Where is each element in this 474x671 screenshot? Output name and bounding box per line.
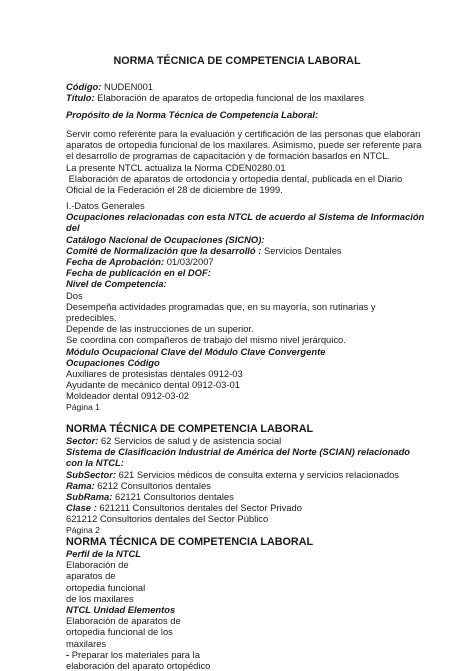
preparar-line: [66, 649, 434, 660]
preparar-text: Preparar los materiales para la: [71, 648, 200, 660]
proposito-line: el desarrollo de programas de capacitación y de formación basados en NTCL.: [66, 150, 391, 162]
comite-line: [66, 245, 434, 256]
subrama-line: [66, 491, 434, 502]
unidad-heading: NTCL Unidad Elementos: [66, 604, 176, 616]
rama-line: [66, 480, 434, 491]
perfil-line: Elaboración de: [66, 559, 129, 571]
clase-line-2: 621212 Consultorios dentales del Sector Público: [66, 513, 269, 525]
nivel-line: Desempeña actividades programadas que, en su mayoría, son rutinarias y: [66, 300, 376, 312]
nivel-label: Nivel de Competencia:: [66, 278, 167, 290]
proposito-line: Servir como referente para la evaluación y certificación de las personas que elaboran: [66, 128, 421, 139]
fecha-aprobacion-line: [66, 256, 434, 267]
perfil-line: aparatos de: [66, 570, 116, 582]
unidad-line: Elaboración de aparatos de: [66, 615, 181, 627]
ocupaciones-heading-1: Ocupaciones relacionadas con esta NTCL de acuerdo al Sistema de Información: [66, 211, 425, 223]
titulo-line: [66, 92, 434, 103]
proposito-heading: Propósito de la Norma Técnica de Competencia Laboral:: [66, 109, 319, 120]
nivel-line: predecibles.: [66, 312, 117, 324]
datos-generales-section: [66, 200, 434, 413]
perfil-line: de los maxilares: [66, 592, 134, 604]
comite-label: Comité de Normalización que la desarrolló :: [66, 244, 262, 256]
ocupaciones-heading-2: del: [66, 222, 80, 234]
ocupacion-item: Moldeador dental 0912-03-02: [66, 390, 190, 402]
list-dash: -: [66, 648, 72, 660]
sector-value: 62 Servicios de salud y de asistencia social: [98, 435, 282, 446]
page-number: Página 1: [66, 401, 100, 412]
proposito-heading-block: [66, 109, 434, 120]
modulo-heading: Módulo Ocupacional Clave del Módulo Clave Convergente: [66, 345, 326, 357]
codigo-line: [66, 81, 434, 92]
nivel-line: Depende de las instrucciones de un superior.: [66, 323, 254, 335]
clase-line: [66, 502, 434, 513]
ocupaciones-codigo-heading: Ocupaciones Código: [66, 356, 160, 368]
sector-label: Sector:: [66, 435, 99, 446]
subsector-value: 621 Servicios médicos de consulta externa y servicios relacionados: [116, 468, 399, 480]
proposito-line: La presente NTCL actualiza la Norma CDEN0280.01: [66, 161, 286, 173]
document-title-repeat: NORMA TÉCNICA DE COMPETENCIA LABORAL: [66, 536, 314, 548]
document-title: NORMA TÉCNICA DE COMPETENCIA LABORAL: [113, 55, 361, 67]
comite-value: Servicios Dentales: [261, 244, 342, 256]
rama-label: Rama:: [66, 479, 95, 491]
codigo-label: Código:: [66, 81, 102, 92]
clase-label: Clase :: [66, 502, 97, 514]
titulo-label: Título:: [66, 92, 95, 104]
proposito-line: aparatos de ortopedia funcional de los maxilares. Asimismo, puede ser referente para: [66, 139, 422, 151]
clase-value: 621211 Consultorios dentales del Sector Privado: [96, 502, 302, 514]
datos-generales-heading: I.-Datos Generales: [66, 200, 145, 211]
perfil-section: [66, 536, 434, 671]
perfil-line: ortopedia funcional: [66, 581, 146, 593]
scian-heading-2: con la NTCL:: [66, 457, 124, 469]
catalogo-heading: Catálogo Nacional de Ocupaciones (SICNO):: [66, 233, 265, 245]
ocupacion-item: Auxiliares de protesistas dentales 0912-03: [66, 368, 243, 380]
codigo-value: NUDEN001: [104, 81, 153, 92]
ocupacion-item: Ayudante de mecánico dental 0912-03-01: [66, 379, 240, 391]
perfil-heading: Perfil de la NTCL: [66, 548, 142, 559]
proposito-text: [66, 128, 434, 195]
sector-line: [66, 435, 434, 446]
unidad-line: maxilares: [66, 637, 107, 649]
subsector-label: SubSector:: [66, 468, 117, 480]
fecha-aprobacion-label: Fecha de Aprobación:: [66, 256, 165, 268]
titulo-value: Elaboración de aparatos de ortopedia funcional de los maxilares: [97, 92, 365, 104]
proposito-line: Elaboración de aparatos de ortodoncia y ortopedia dental, publicada en el Diario: [66, 172, 403, 184]
sector-section: [66, 423, 434, 536]
fecha-publicacion-label: Fecha de publicación en el DOF:: [66, 267, 211, 279]
subrama-label: SubRama:: [66, 491, 113, 503]
fecha-aprobacion-value: 01/03/2007: [164, 256, 214, 268]
nivel-line: Se coordina con compañeros de trabajo del mismo nivel jerárquico.: [66, 334, 346, 346]
header-fields: [66, 81, 434, 103]
unidad-line: ortopedia funcional de los: [66, 626, 173, 638]
proposito-line: Oficial de la Federación el 28 de diciembre de 1999.: [66, 184, 283, 196]
scian-heading-1: Sistema de Clasificación Industrial de América del Norte (SCIAN) relacionado: [66, 446, 411, 458]
subsector-line: [66, 469, 434, 480]
subrama-value: 62121 Consultorios dentales: [112, 491, 234, 503]
preparar-line-2: elaboración del aparato ortopédico: [66, 660, 211, 671]
page-number: Página 2: [66, 524, 100, 535]
rama-value: 6212 Consultorios dentales: [94, 479, 211, 491]
nivel-line: Dos: [66, 289, 83, 301]
document-title-repeat: NORMA TÉCNICA DE COMPETENCIA LABORAL: [66, 423, 314, 435]
